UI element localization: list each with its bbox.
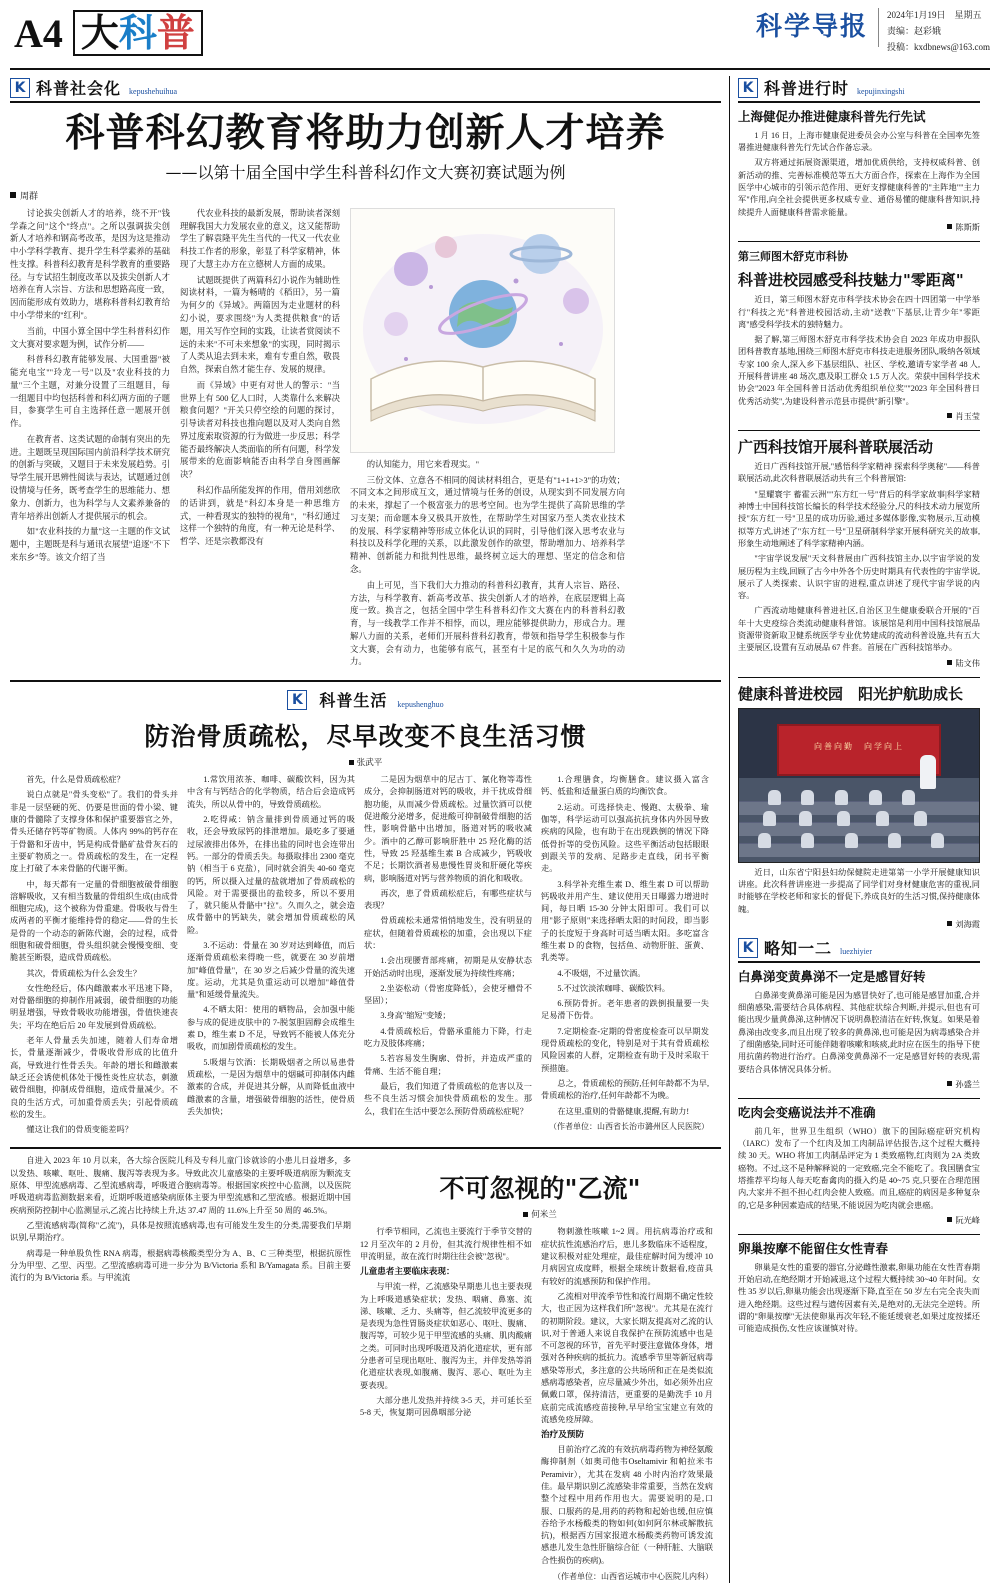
photo-caption xyxy=(738,867,980,916)
brief-body xyxy=(738,1262,980,1336)
paragraph: 骨质疏松未通常悄悄地发生，没有明显的症状，但随着骨质疏松的加重，会出现以下症状： xyxy=(364,916,532,950)
classroom-photo xyxy=(738,708,980,863)
paragraph: 6.预防骨折。老年患者的跌倒损量要一失足易滑下伤骨。 xyxy=(541,999,709,1021)
page-number: A4 xyxy=(14,11,63,56)
paragraph: 行季节相同，乙流也主要流行于季节交替的 12 月至次年的 2 月份，但其流行规律性相不如甲流明显，故在流行时期往往会被"忽视"。 xyxy=(360,1227,532,1262)
news-body xyxy=(738,294,980,408)
news-signature xyxy=(738,411,980,422)
paragraph: 近日，山东省宁阳县妇幼保健院走进第第一小学开展健康知识讲座。此次科普讲座进一步提高了同学们对身材健康危害的重视,同时能够在学校老师和家长的督促下,养成良好的生活习惯,保持健康体魄。 xyxy=(738,867,980,914)
brief-signature xyxy=(738,1215,980,1226)
paragraph: 5.若容易发生胸廓、骨折，并造成严重的骨痛、生活不能自理； xyxy=(364,1054,532,1076)
news-signature xyxy=(738,222,980,233)
news-headline: 科普进校园感受科技魅力"零距离" xyxy=(738,270,964,289)
paragraph: 前几年，世界卫生组织（WHO）旗下的国际癌症研究机构（IARC）发布了一个红肉及加工肉制品评估报告,这个过程大概持续 30 天。WHO 将加工肉制品评定为 1 类致癌物,红肉则为 2A 类致癌物。不过,这不是种解释说的一定致癌,完全不能吃了。我国膳食宝塔推荐平均每人每天吃畜禽肉的摄入约是 40~75 克,只要在合理范围内,大家并不担不担心红肉会使人致癌。而且,癌症的病因是多种复杂的,它是多种因素造成的结果,不能说因为吃肉就会患癌。 xyxy=(738,1126,980,1210)
bullet-icon xyxy=(947,1217,952,1222)
paragraph: 1.常饮用浓茶、咖啡、碳酸饮料，因为其中含有与钙结合的化学物质，结合后会造成钙流失，所以从骨中的，导致骨质疏松。 xyxy=(187,775,355,809)
news-body xyxy=(738,461,980,654)
news-kicker: 第三师图木舒克市科协 xyxy=(738,249,848,263)
paragraph: 总之，骨质疏松的预防,任何年龄都不为早,骨质疏松的治疗,任何年龄都不为晚。 xyxy=(541,1078,709,1101)
photo-student xyxy=(801,790,814,805)
section-title-cn: 略知一二 xyxy=(764,939,833,959)
life-column-3 xyxy=(364,774,532,1139)
paragraph: 当前，中国小算全国中学生科普科幻作文大赛对要求题为例，试作分析—— xyxy=(10,326,170,349)
article-column-3 xyxy=(350,459,625,669)
brief-item-1 xyxy=(738,969,980,1090)
flu-column-1 xyxy=(10,1155,360,1583)
paragraph: 的认知能力，用它来看现实。" xyxy=(366,459,480,469)
paragraph: 2.运动。可选择快走、慢跑、太极拳、瑜伽等，科学运动可以强高抗抗身体内外因导致疾病的风险，也有助于在出现跌倒的情况下降低骨折等的受伤风险。这些平衡活动包括眼眼到跟关节的发病、足路步走直线，闭书平衡走。 xyxy=(541,802,709,874)
bullet-icon xyxy=(523,1212,528,1217)
paragraph: 懂这让我们的骨质变能差吗？ xyxy=(26,1125,133,1135)
paragraph: 近日广西科技馆开展,"感悟科学家精神 探索科学奥秘"——科普联展活动,此次科普联展活动共有三个科普展馆: xyxy=(738,462,980,484)
paragraph: 三份文体、立意各不相同的阅读材料组合，更是有"1+1+1>3"的功效；不同文本之间形成互文，通过情境与任务的创设，从现实到不同发展方向的未来，撑起了一个极富张力的思考空间。也为学生提供了高阶思维的学习支架；而命题本身又极具开放性，在帮助学生对国家乃至人类农业技术的发展、科学家精神等形成立体化认识的同时，引导他们深入思考农业与科技以及科学化理的关系，以此激发创作的欲望，帮助增加力、培养科学精神、创新能力和批判性思维，最终树立远大的理想、坚定的信念和信念。 xyxy=(350,475,625,575)
news-item-3 xyxy=(738,437,980,669)
photo-screen xyxy=(777,724,940,776)
author-name: 肖玉莹 xyxy=(955,411,980,421)
paragraph: 据了解,第三师图木舒克市科学技术协会自 2023 年成功申报队团科普教育基地,围绕三师图木舒克市科技走进服务团队,吸纳各领域专家 100 余人,深入乡下基层组队、社区、学校,邀请专家学者 48 人,开展科普讲座 48 场次,惠及职工群众 1.5 万人次。荣获中国科学技术协会"2023 年全国科普日活动优秀组织单位奖""2023 年全国科普日优秀活动奖",为建设科普示范县市提供"新引擎"。 xyxy=(738,335,980,406)
life-column-4 xyxy=(541,774,709,1139)
paragraph: 自进入 2023 年 10 月以来，各大综合医院儿科及专科儿童门诊就诊的小患儿日益增多，多以发热、咳嗽、呕吐、腹痛、腹泻等表现为多。导致此次儿童感染的主要呼吸道病原为颗流支原体、甲型流感病毒、乙型流感病毒，呼吸道合胞病毒等。根据国家疾控中心监测，以及医院呼吸道病毒监测数据来看，近期呼吸道感染病原体主要为甲型流感和乙型流感。根据近期中国疾病预防控制中心监测显示,乙流占比持续上升,达 37.47 周的 11.6%上升至 50 周的 46.5%。 xyxy=(10,1156,351,1215)
paragraph: 5.吸烟与饮酒：长期吸烟者之所以易患骨质疏松，一是因为烟草中的烟碱可抑制体内雌激素的合成，并促进其分解，从而降低血液中雌激素的含量，增强破骨细胞的活性，使骨质丢失加快； xyxy=(187,1057,355,1116)
photo-student xyxy=(837,811,850,826)
masthead xyxy=(10,8,990,70)
author-name: 阮光峰 xyxy=(955,1215,980,1225)
article-column-1 xyxy=(10,208,170,672)
news-item-4 xyxy=(738,684,980,930)
paragraph: 3.科学补充维生素 D、维生素 D 可以帮助钙吸收并用产生、建议使用天日曝露力增进时间，每日晒 15-30 分钟太阳即可。我们可以用"影子原则"来选择晒太阳的时间段，即当影子的长度短于身高时可适当晒太阳。多吃富含维生素 D 的食物，包括鱼、动物肝脏、蛋黄、乳类等。 xyxy=(541,879,709,963)
author-name: 陆文伟 xyxy=(955,658,980,668)
paragraph: 白鼻涕变黄鼻涕可能是因为感冒快好了,也可能是感冒加重,合并细菌感染,需要结合具体病程、其他症状综合判断,并提示,但也有可能出现少量黄鼻涕,这种情况下说明鼻腔清洁在好转,恢复。如果是着鼻涕由改变多,而且出现了较多的黄鼻涕,也可能是因为病毒感染合并了细菌感染,同时还可能伴随着咳嗽和咳痰,此时应在医生的指导下使用抗菌药物进行治疗。白鼻涕变黄鼻涕不一定是感冒好转的表现,需要结合具体情况具体分析。 xyxy=(738,990,980,1074)
paper-name: 科学导报 xyxy=(756,8,879,47)
news-body xyxy=(738,130,980,219)
paragraph: 二是因为烟草中的尼古丁、氰化物等毒性成分，会抑制肠道对钙的吸收，并干扰成骨细胞功能，从而减少骨质疏松。过量饮酒可以使促进酸分泌增多，促进酸可抑制破骨细胞的活性，影响骨骼中出增加，肠道对钙的吸收减少。酒中的乙醇可影响肝胜中 25 羟化酶的活性，导致 25 羟基维生素 B 合成减少，钙吸收不足；长期饮酒者易患慢性胃炎和肝硬化等疾病，影响肠道对钙与营养物质的消化和吸收。 xyxy=(364,775,532,883)
bullet-icon xyxy=(10,192,16,198)
paragraph: 1.合理膳食，均衡膳食。建议摄入富含钙、低盐和适量蛋白质的均衡饮食。 xyxy=(541,775,709,797)
publication-logo xyxy=(73,10,203,56)
editor-line: 责编：赵彩娥 xyxy=(886,25,941,36)
author-name: 何米兰 xyxy=(531,1209,557,1220)
k-logo-icon: K xyxy=(10,78,30,98)
k-logo-icon: K xyxy=(738,78,758,98)
bullet-icon xyxy=(947,224,952,229)
life-column-1 xyxy=(10,774,178,1139)
paragraph: 科幻作品所能发挥的作用，借用刘慈欣的话讲到，就是"科幻本身是一种思维方式，一种看现实的独特的视角"，"科幻通过这样一个独特的角度，有一种无论是科学、哲学、还是宗教都没有 xyxy=(180,485,340,547)
flu-source-note: （作者单位：山西省运城市中心医院儿内科） xyxy=(553,1572,713,1582)
life-byline xyxy=(10,756,721,768)
photo-student xyxy=(763,811,776,826)
main-byline xyxy=(10,189,721,202)
submission-email: 投稿：kxdbnews@163.com xyxy=(886,41,990,52)
author-name: 孙盛兰 xyxy=(955,1079,980,1089)
logo-char-pu: 普 xyxy=(156,11,195,55)
photo-student xyxy=(801,833,814,848)
paragraph: 近日，第三师图木舒克市科学技术协会在四十四团第一中学举行"科技之光"科普进校园活动,主动"送教"下基层,让青少年"零距离"感受科学技术的独特魅力。 xyxy=(738,295,980,329)
paragraph: 3.身高"缩短"变矮； xyxy=(380,1011,451,1021)
flu-main xyxy=(360,1155,720,1583)
paragraph: 7.定期检查-定期的骨密度检查可以早期发现骨质疏松的变化，特别是对于其有骨质疏松风险因素的人群，定期检查有助于及时采取干预措施。 xyxy=(541,1026,709,1073)
brief-signature xyxy=(738,1079,980,1090)
paragraph: 中，每天都有一定量的骨细胞被破骨细胞溶解吸收，又有相当数量的骨组织生成(由成骨细胞完成)，这个被称为骨重建。骨吸收与骨生成两者的平衡才能维持骨的稳定——骨的生长是骨的一个动态的新陈代谢，会的过程，成骨细胞和破骨细胞，骨头组织就会慢慢变细、变脆甚至断裂，造成骨质疏松。 xyxy=(10,879,178,963)
bullet-icon xyxy=(947,660,952,665)
paragraph: 2.吃得咸：钠含量排到骨质通过钙的吸收，还会导致尿钙的排泄增加。最吃多了要通过尿液排出体外，在排出盐的同时也会连带出钙。一部分的骨质丢失。每摄取排出 2300 毫克钠（相当于 6 克盐），同时就会消失 40-60 毫克的钙，所以摄入过量的盐就增加了骨质疏松的风险。对于需要摄出的盐较多，所以不要用了，就只能从骨骼中"拉"。久而久之，就会造成骨骼中的钙缺失，就会增加骨质疏松的风险。 xyxy=(187,815,355,935)
logo-char-ke: 科 xyxy=(118,11,157,55)
brief-headline: 白鼻涕变黄鼻涕不一定是感冒好转 xyxy=(738,969,926,985)
photo-banner-text: 向善向勤 向学向上 xyxy=(813,742,904,752)
page-content xyxy=(10,76,990,1583)
divider xyxy=(738,677,980,678)
photo-signature xyxy=(738,919,980,930)
paragraph: 说白点就是"骨头变松"了。我们的骨头并非是一层坚硬的死、仍要是世面的骨小梁、键康的骨髓除了支撑身体和保护重要器官之外，骨头还储存钙等矿物质。人体内 99%的钙存在于骨骼和牙齿中，钙是构成骨骼矿盐骨灰石的主要矿物质之一。骨质疏松的发生，在一定程度上打破了本来骨骼的代谢平衡。 xyxy=(10,790,178,874)
paragraph: 1 月 16 日，上海市健康促进委员会办公室与科普在全国率先签署推进健康科普先行先试合作备忘录。 xyxy=(738,130,980,153)
section-header-social xyxy=(10,76,721,103)
paragraph: 物刺激性咳嗽 1~2 周。用抗病毒治疗或和症状抗性流感治疗后，患儿多数临床不适程度，建议积极对症处理症，最佳症解时间为缓冲 10 月病因宜成度畔，根据全球统计数据看,疫苗具有较好的流感预防和保护作用。 xyxy=(541,1227,713,1286)
paragraph: 病毒是一种单股负性 RNA 病毒，根据病毒核酸类型分为 A、B、C 三种类型，根据抗原性分为甲型、乙型、丙型。乙型流感病毒可进一步分为 B/Victoria 系和 B/Yamagata 系。目前主要流行的为 B/Victoria 系。与甲流流 xyxy=(10,1248,351,1283)
divider xyxy=(738,241,980,242)
photo-student xyxy=(931,833,944,848)
paragraph: 卵巢是女性的重要的器官,分泌雌性激素,卵巢功能在女性青春期开始启动,在绝经期才开始减退,这个过程大概持续 30~40 年时间。女性 35 岁以后,卵巢功能会出现逐渐下降,直至在 50 岁左右完全丧失而进入绝经期。这些过程与遗传因素有关,是绝对的,无法完全逆转。所谓的"卵巢按摩"无法使卵巢再次年轻,不能延缓衰老,如果过度按揉还可能造成损伤,女性应该谨慎对待。 xyxy=(738,1262,980,1334)
paragraph: 最后，我们知道了骨质疏松的危害以及一些不良生活习惯会加快骨质疏松的发生。那么，我们在生活中要怎么预防骨质疏松症呢？ xyxy=(364,1081,532,1116)
section-title-cn: 科普生活 xyxy=(319,691,388,711)
right-column xyxy=(730,76,980,1583)
main-subheadline: ——以第十届全国中学生科普科幻作文大赛初赛试题为例 xyxy=(165,162,566,182)
news-headline: 广西科技馆开展科普联展活动 xyxy=(738,437,934,456)
paragraph: 双方将通过拓展资源渠道，增加优质供给，支持权威科普、创新活动的推、完善标准模范等五大方面合作，探索在上海作为全国医学中心城市的引领示范作用、更好支撑健康科普的"主阵地""主力军"作用,向全社会提供更多权威专业、通俗易懂的健康科普知识,持续提升人面健康科普需求能量。 xyxy=(738,158,980,217)
paragraph: 4.不吸烟，不过量饮酒。 xyxy=(557,968,646,978)
photo-student xyxy=(768,790,781,805)
paragraph: 首先，什么是骨质疏松症？ xyxy=(26,775,125,785)
photo-teacher xyxy=(920,755,936,789)
bullet-icon xyxy=(947,413,952,418)
brief-body xyxy=(738,990,980,1076)
photo-student xyxy=(758,833,771,848)
paragraph: 讨论拔尖创新人才的培养，绕不开"钱学森之问"这个"终点"。之所以强调拔尖创新人才培养和钢高考改革，是因为这是推动中小学科学教育、提升学生科学素养的基础性支撑。科普科幻教育是科学教育的重要路径。与专试招生制度改革以及拔尖创新人才培养在育人宗旨、方法和思想路高度一致，因而能形成有效助力，堪称科普科幻教育给中小学带来的"红利"。 xyxy=(10,208,170,321)
paragraph: 科普科幻教育能够发展、大国重器"被能充电宝""玲龙一号"以及"农业科技的力量"三个主题，对兼分设置了三组题目，每一组题目中均包括科普和科幻两方面的子题目，参赛学生可自主选择任意一题展开创作。 xyxy=(10,355,170,429)
flu-byline xyxy=(360,1208,720,1220)
paragraph: "星耀寰宇 蓄霍云洲""东方红一号"背后的科学家故事|科学家精神博士中国科技馆长编长的科学技术经验分,尺的科技术动力展览所授"东方红一号"卫星的成功历验,通过多媒体影像,实物展示,互动模拟等方式,讲述了"东方红一号"卫星研制科学家开展科研究关的故事,形象生动地阐述了科学家精神内涵。 xyxy=(738,489,980,548)
news-signature xyxy=(738,658,980,669)
paragraph: 老年人骨量丢失加速，随着人们寿命增长，骨量逐渐减少，骨吸收骨形成的比值升高，导致进行性骨丢失。年龄的增长和雌激素缺乏还会诱使机体处于慢性炎性应状态，刺激破骨细胞，抑制成骨细胞，造成骨量减少。不良的生活方式，可加重骨质丢失；引起骨质疏松的发生。 xyxy=(10,1036,178,1119)
life-headline: 防治骨质疏松，尽早改变不良生活习惯 xyxy=(144,722,587,752)
paragraph: 在这里,重则的骨骼健康,提醒,有助力! xyxy=(557,1106,690,1116)
section-title-cn: 科普进行时 xyxy=(764,79,850,98)
paragraph: 3.不运动：骨量在 30 岁对达到峰值，而后逐渐骨质疏松来得晚一些，就要在 30 岁前增加"峰值骨量"，在 30 岁之后减少骨量的流失速度。运动，尤其是负重运动可以增加"峰值骨量"和延缓骨量流失。 xyxy=(187,941,355,1000)
article-figure-and-column xyxy=(350,208,625,672)
photo-student xyxy=(914,811,927,826)
brief-item-2 xyxy=(738,1105,980,1226)
paragraph: 由上可见，当下我们大力推动的科普科幻教育，其育人宗旨、路径、方法，与科学教育、新高考改革、拔尖创新人才的培养，在底层逻辑上高度一致。换言之，包括全国中学生科普科幻作文大赛在内的科普科幻教育，与一线教学工作并不相悖，而以，理应能够提供助力，形成合力。理解八力面的关系，老师们开展科普科幻教育，带领和指导学生积极参与作文大赛，会有动力，也能够有底气，甚至有十足的底气和久久为功的动力。 xyxy=(350,580,625,667)
news-item-2 xyxy=(738,248,980,422)
illustration-svg xyxy=(351,209,615,453)
brief-item-3 xyxy=(738,1241,980,1336)
paragraph: 广西流动地健康科普进社区,自治区卫生健康委联合开展的"百年十大史疫综合类流动健康科普馆。该展馆是利用中国科技馆展品资源带资新取卫健系统医学专业优势建成的流动科普设施,共有五大主要展区,设置有互动展品 67 件套。首展在广西科技馆举办。 xyxy=(738,606,980,653)
paragraph: 其次，骨质疏松为什么会发生？ xyxy=(26,968,142,978)
news-item-1 xyxy=(738,109,980,233)
paragraph: 与甲流一样，乙流感染早期患儿也主要表现为上呼吸道感染症状；发热、咽痛、鼻塞、流涕、咳嗽、乏力、头痛等，但乙流较甲流更多的是表现为急性胃肠炎症状如恶心、呕吐、腹痛、腹泻等，可较少见于甲型流感的头痛、肌肉酸痛之类。可同时出现呼吸道及消化道症状，更有部分患者可呈现出呕吐、腹泻为主，并伴发热等消化道症状表现,如腹痛、腹泻、恶心、呕吐为主要表现。 xyxy=(360,1282,532,1390)
author-name: 张武平 xyxy=(356,757,383,768)
divider xyxy=(738,430,980,431)
paragraph: 大部分患儿发热并持续 3-5 天，并可延长至 5-8 天，恢复期可因鼻咽部分泌 xyxy=(360,1395,532,1418)
life-column-2 xyxy=(187,774,355,1139)
section-header-brief xyxy=(738,936,980,963)
bullet-icon xyxy=(349,760,354,765)
photo-student xyxy=(845,833,858,848)
section-header-news xyxy=(738,76,980,103)
paragraph: 目前治疗乙流的有效抗病毒药物为神经氨酸酶抑制剂（如奥司他韦Oseltamivir 和帕拉米韦 Peramivir），尤其在发病 48 小时内治疗效果最佳。最早期识别乙流感染非常重要，当然在发病整个过程中用药作用也大。需要说明的是,口服、口服药的是,用药的药物和起始也缓,但应慎吞给予水杨酸类的物如何(如何阿尔林或解散抗抗)，根据西方国家报道水杨酸类药物可诱发流感患儿发生急性肝脑综合征（一种肝脏、大脑联合性损伤的疾病)。 xyxy=(541,1445,713,1565)
brief-headline: 卵巢按摩不能留住女性青春 xyxy=(738,1240,889,1256)
publication-date: 2024年1月19日 星期五 xyxy=(886,10,982,20)
section-influenza xyxy=(10,1147,721,1583)
flu-treatment-heading: 治疗及预防 xyxy=(541,1430,584,1441)
photo-student xyxy=(835,790,848,805)
paragraph: 5.不过饮淡浓咖啡、碳酸饮料。 xyxy=(557,983,670,993)
bullet-icon xyxy=(947,1081,952,1086)
author-name: 周群 xyxy=(20,190,39,201)
photo-student xyxy=(888,833,901,848)
paragraph: 乙流相对甲流季节性和流行周期不确定性较大，也正因为这样我们所"忽视"。尤其是在流行的初期阶段。建议，大家长期友提高对乙流的认识,对于普通人来说自我保护在预防流感中也是不可忽视的环节，首先平时要注意做体身体，增强对各种疾病的抵抗力。流感季节里等新冠病毒感染等形式，多注意的公共场所和正在是类似流感病毒感染者，应尽量减少外出，如必须外出应佩戴口罩，保持清洁，更重要的是勤洗手 10 月底前完成流感疫苗接种,早早给宝宝建立有效的流感免疫屏障。 xyxy=(541,1291,713,1424)
paragraph: 而《异域》中更有对世人的警示："当世界上有 500 亿人口时，人类靠什么来解决粮食问题？"开关只停空绘的问题的探讨，引导读者对科技也推向题以及对人类向自然界过度索取资源的行为做进一步反思；科学能否最终解决人类面临的所有问题，科学发展带来的危面影响能否由科学自身图画解决？ xyxy=(180,380,340,480)
main-article-body xyxy=(10,208,721,672)
flu-subcolumns xyxy=(360,1226,720,1583)
paragraph: 在教育者、这类试题的命制有突出的先进。主题既呈现国际国内前沿科学技术研究的创新与突破，又题目于未来发展趋势。引导学生展开思辨性阅读与表达，试题通过创设情境与任务，既考查学生的思维能力、想象力、创新力，也为科学与人文素养兼备的青年培养出创新人才提供展示的机会。 xyxy=(10,434,170,521)
photo-student xyxy=(869,790,882,805)
paragraph: 再次，患了骨质疏松症后，有哪些症状与表现？ xyxy=(364,888,532,911)
masthead-right xyxy=(756,8,990,55)
paragraph: 4.骨质疏松后，骨骼承重能力下降，行走吃力及肢体疼痛； xyxy=(364,1026,532,1049)
life-source-note: （作者单位：山西省长治市潞州区人民医院） xyxy=(549,1121,709,1131)
logo-char-da: 大 xyxy=(80,11,119,55)
left-column xyxy=(10,76,730,1583)
paragraph: 乙型流感病毒(简称"乙流")，具体是按照流感病毒,也有可能发生发生的分类,需要我们早期识别,早期治疗。 xyxy=(10,1220,351,1243)
author-name: 刘海霞 xyxy=(955,920,980,930)
life-article-body xyxy=(10,774,721,1139)
bullet-icon xyxy=(947,921,952,926)
section-title-pinyin: kepushehuihua xyxy=(129,87,178,96)
k-logo-icon: K xyxy=(287,690,307,710)
paragraph: 试题既提供了两篇科幻小说作为辅助性阅读材料，一篇为畅晴的《稻田》，另一篇为何夕的《异域》。两篇因为走业题材的科幻小说，要求围绕"为人类提供粮食"的话题，用关写作空间的实践，让读者赏阅读不远的未来"不可未来想象"的实现，同时揭示了人类从追去到未来，难有专重自然，敬畏自然，探索自然才能生存、发展的规律。 xyxy=(180,275,340,375)
photo-student xyxy=(876,811,889,826)
section-title-pinyin: kepujinxingshi xyxy=(857,87,905,96)
photo-student xyxy=(902,790,915,805)
main-headline: 科普科幻教育将助力创新人才培养 xyxy=(65,111,666,156)
paragraph: 女性绝经后，体内雌激素水平迅速下降，对骨骼细胞的抑制作用减弱，破骨细胞的功能明显增强，导致骨吸收功能增强，骨值快速丧失；平均在绝后后 20 年发展到骨质疏松。 xyxy=(10,983,178,1030)
brief-headline: 吃肉会变癌说法并不准确 xyxy=(738,1104,876,1120)
k-logo-icon: K xyxy=(738,938,758,958)
divider xyxy=(738,1234,980,1235)
flu-subheading: 儿童患者主要临床表现： xyxy=(360,1267,455,1278)
illustration-open-book-planets xyxy=(350,208,615,453)
paragraph: 1.会出现腰背部疼痛，初期是从安静状态开始活动时出现，逐渐发展为持续性疼痛； xyxy=(364,956,532,978)
brief-body xyxy=(738,1126,980,1212)
flu-headline: 不可忽视的"乙流" xyxy=(439,1174,641,1204)
section-health-life xyxy=(10,680,721,1139)
publication-meta xyxy=(879,8,990,55)
photo-student xyxy=(799,811,812,826)
author-name: 陈斯斯 xyxy=(955,222,980,232)
paragraph: 2.坐姿松动（骨密度降低），会使牙槽骨不坚固）； xyxy=(364,983,532,1006)
news-headline: 健康科普进校园 阳光护航助成长 xyxy=(738,684,964,703)
paragraph: 4.不晒太阳：使用的晒物品，会加强中能参与成的促进皮肤中的 7-脱氢胆固醇会成维生素 D，维生素 D 不足，导致钙不能被人体充分吸收，而加剧骨质疏松的发生。 xyxy=(187,1005,355,1052)
section-title-pinyin: luezhiyier xyxy=(840,947,872,957)
paragraph: 代农业科技的最新发展，帮助读者深刻理解我国大力发展农业的意义，这又能帮助学生了解袁隆平先生当代的一代又一代农业科技工作者的形象，彰显了科学家精神，体现了大慧主办方在立德树人方面的成果。 xyxy=(180,208,340,269)
news-headline: 上海健促办推进健康科普先行先试 xyxy=(738,109,926,124)
divider xyxy=(738,1098,980,1099)
article-column-2 xyxy=(180,208,340,672)
section-title-cn: 科普社会化 xyxy=(36,79,122,98)
paragraph: "宇宙学说发展"天文科普展由广西科技馆主办,以宇宙学说的发展历程为主线,回顾了古今中外各个历史时期具有代表性的宇宙学说,展示了人类探索、认识宇宙的进程,重点讲述了现代宇宙学说的内容。 xyxy=(738,554,980,601)
section-title-pinyin: kepushenghuo xyxy=(397,700,444,710)
section-header-life xyxy=(10,688,721,711)
flu-column-2 xyxy=(360,1226,532,1583)
paragraph: 如"农业科技的力量"这一主题的作文试题中，主题既是科与通讯衣展望"追逐"不下来东乡"等。该文介绍了当 xyxy=(10,527,170,562)
flu-column-3 xyxy=(541,1226,713,1583)
